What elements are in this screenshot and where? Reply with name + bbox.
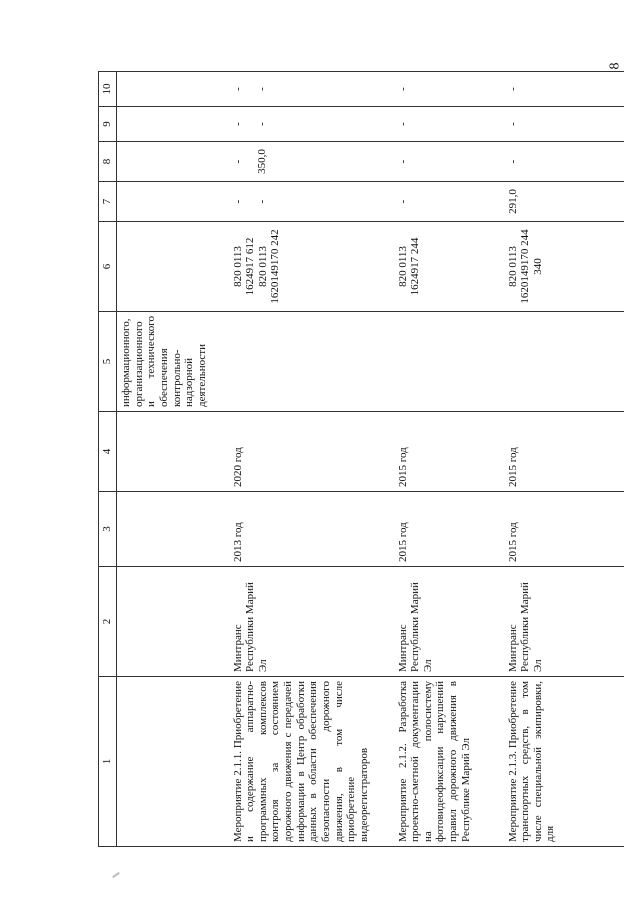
col-header-8: 8 bbox=[99, 142, 117, 182]
cell-end bbox=[117, 412, 229, 492]
cell-v7 bbox=[229, 182, 394, 222]
col-header-7: 7 bbox=[99, 182, 117, 222]
kbk-line: 1624917 244 bbox=[409, 237, 422, 296]
cell-v8 bbox=[117, 142, 229, 182]
scan-mark bbox=[112, 872, 120, 878]
col-header-10: 10 bbox=[99, 72, 117, 107]
cell-v7: 291,0 bbox=[504, 182, 624, 222]
col-header-6: 6 bbox=[99, 222, 117, 312]
value: - bbox=[231, 199, 244, 204]
cell-v9 bbox=[117, 107, 229, 142]
cell-v8: - bbox=[504, 142, 624, 182]
cell-result bbox=[394, 312, 504, 412]
cell-kbk bbox=[394, 222, 504, 312]
cell-v10: - bbox=[504, 72, 624, 107]
kbk-line: 820 0113 bbox=[396, 246, 409, 287]
cell-kbk bbox=[117, 222, 229, 312]
cell-start bbox=[117, 492, 229, 567]
cell-executor: Минтранс Республики Марий Эл bbox=[394, 567, 504, 677]
cell-end: 2015 год bbox=[504, 412, 624, 492]
cell-v9: - bbox=[394, 107, 504, 142]
cell-v9: - bbox=[504, 107, 624, 142]
cell-start: 2013 год bbox=[229, 492, 394, 567]
page-number: 8 bbox=[607, 62, 623, 70]
value: 350,0 bbox=[256, 149, 269, 174]
cell-result: информационного, организационного и технического обеспечения контрольно-надзорной деятельности bbox=[117, 312, 229, 412]
header-row bbox=[99, 72, 117, 847]
col-header-9: 9 bbox=[99, 107, 117, 142]
value: - bbox=[231, 87, 244, 91]
table-row bbox=[229, 72, 394, 847]
cell-v10 bbox=[229, 72, 394, 107]
cell-v9 bbox=[229, 107, 394, 142]
cell-start: 2015 год bbox=[394, 492, 504, 567]
kbk-line: 820 0113 bbox=[231, 246, 244, 287]
cell-executor bbox=[117, 567, 229, 677]
kbk-line: 1620149170 242 bbox=[269, 229, 282, 304]
col-header-4: 4 bbox=[99, 412, 117, 492]
cell-result bbox=[504, 312, 624, 412]
cell-measure bbox=[117, 677, 229, 847]
cell-v7 bbox=[117, 182, 229, 222]
cell-v10 bbox=[117, 72, 229, 107]
cell-executor: Минтранс Республики Марий Эл bbox=[504, 567, 624, 677]
cell-v10: - bbox=[394, 72, 504, 107]
kbk-line: 1620149170 244 bbox=[519, 229, 532, 304]
value: - bbox=[256, 122, 269, 126]
col-header-3: 3 bbox=[99, 492, 117, 567]
col-header-5: 5 bbox=[99, 312, 117, 412]
cell-end: 2015 год bbox=[394, 412, 504, 492]
cell-measure: Мероприятие 2.1.1. Приобретение и содержание аппаратно-программных комплексов контроля за состоянием дорожного движения с передачей информации в Центр обработки данных в области обеспечения безопасности дорожного движения, в том числе приобретение видеорегистраторов bbox=[229, 677, 394, 847]
value: - bbox=[256, 87, 269, 91]
cell-result bbox=[229, 312, 394, 412]
value: - bbox=[256, 199, 269, 204]
col-header-1: 1 bbox=[99, 677, 117, 847]
table-row bbox=[394, 72, 504, 847]
kbk-line: 1624917 612 bbox=[244, 237, 257, 296]
cell-measure: Мероприятие 2.1.3. Приобретение транспортных средств, в том числе специальной экипировки, для bbox=[504, 677, 624, 847]
value: - bbox=[231, 122, 244, 126]
cell-measure: Мероприятие 2.1.2. Разработка проектно-сметной документации на полосистему фотовидеофиксации нарушений правил дорожного движения в Республике Марий Эл bbox=[394, 677, 504, 847]
kbk-line: 340 bbox=[531, 258, 544, 275]
table-row bbox=[117, 72, 229, 847]
value: - bbox=[231, 159, 244, 164]
cell-kbk bbox=[229, 222, 394, 312]
cell-v8: - bbox=[394, 142, 504, 182]
cell-v7: - bbox=[394, 182, 504, 222]
cell-end: 2020 год bbox=[229, 412, 394, 492]
kbk-line: 820 0113 bbox=[506, 246, 519, 287]
rotated-table-container bbox=[98, 72, 639, 847]
cell-start: 2015 год bbox=[504, 492, 624, 567]
cell-kbk bbox=[504, 222, 624, 312]
kbk-line: 820 0113 bbox=[256, 246, 269, 287]
cell-v8 bbox=[229, 142, 394, 182]
cell-executor: Минтранс Республики Марий Эл bbox=[229, 567, 394, 677]
table-row bbox=[504, 72, 624, 847]
measures-table bbox=[98, 71, 624, 847]
col-header-2: 2 bbox=[99, 567, 117, 677]
